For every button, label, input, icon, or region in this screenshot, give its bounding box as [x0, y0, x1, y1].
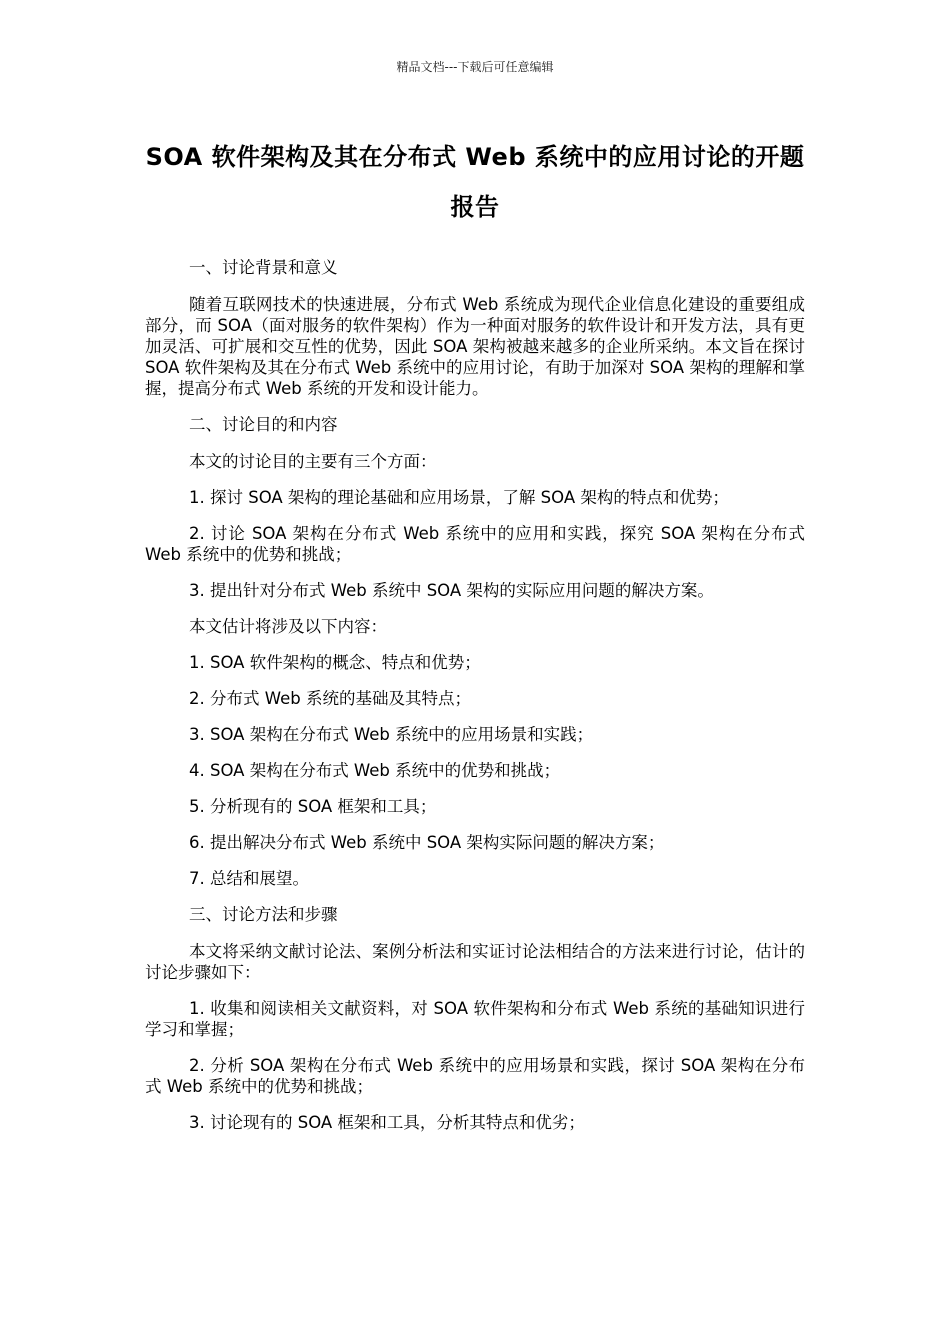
list-item: 2. 讨论 SOA 架构在分布式 Web 系统中的应用和实践，探究 SOA 架构在分布式 Web 系统中的优势和挑战；	[145, 524, 805, 564]
list-item: 2. 分析 SOA 架构在分布式 Web 系统中的应用场景和实践，探讨 SOA 架构在分布式 Web 系统中的优势和挑战；	[145, 1056, 805, 1096]
list-item: 4. SOA 架构在分布式 Web 系统中的优势和挑战；	[189, 761, 561, 780]
section-heading-2: 二、讨论目的和内容	[189, 415, 338, 434]
list-item: 1. 收集和阅读相关文献资料，对 SOA 软件架构和分布式 Web 系统的基础知识进行学习和掌握；	[145, 999, 805, 1039]
section-heading-1: 一、讨论背景和意义	[189, 258, 338, 277]
list-item: 2. 分布式 Web 系统的基础及其特点；	[189, 689, 471, 708]
list-item: 1. SOA 软件架构的概念、特点和优势；	[189, 653, 481, 672]
paragraph-content-intro: 本文估计将涉及以下内容：	[189, 617, 387, 636]
list-item: 7. 总结和展望。	[189, 869, 309, 888]
list-item: 1. 探讨 SOA 架构的理论基础和应用场景，了解 SOA 架构的特点和优势；	[189, 488, 729, 507]
paragraph-goals-intro: 本文的讨论目的主要有三个方面：	[189, 452, 437, 471]
page-header: 精品文档---下载后可任意编辑	[396, 60, 554, 74]
list-item: 3. 讨论现有的 SOA 框架和工具，分析其特点和优劣；	[189, 1113, 585, 1132]
list-item: 3. SOA 架构在分布式 Web 系统中的应用场景和实践；	[189, 725, 594, 744]
section-heading-3: 三、讨论方法和步骤	[189, 905, 338, 924]
document-body	[145, 257, 805, 1148]
paragraph-background: 随着互联网技术的快速进展，分布式 Web 系统成为现代企业信息化建设的重要组成部分，而 SOA（面对服务的软件架构）作为一种面对服务的软件设计和开发方法，具有更加灵活、可扩展和交互性的优势，因此 SOA 架构被越来越多的企业所采纳。本文旨在探讨 SOA 软件架构及其在分布式 Web 系统中的应用讨论，有助于加深对 SOA 架构的理解和掌握，提高分布式 Web 系统的开发和设计能力。	[145, 295, 805, 398]
list-item: 5. 分析现有的 SOA 框架和工具；	[189, 797, 437, 816]
document-title: SOA 软件架构及其在分布式 Web 系统中的应用讨论的开题报告	[145, 143, 805, 221]
list-item: 6. 提出解决分布式 Web 系统中 SOA 架构实际问题的解决方案；	[189, 833, 665, 852]
list-item: 3. 提出针对分布式 Web 系统中 SOA 架构的实际应用问题的解决方案。	[189, 581, 714, 600]
paragraph-methods: 本文将采纳文献讨论法、案例分析法和实证讨论法相结合的方法来进行讨论，估计的讨论步骤如下：	[145, 942, 805, 982]
